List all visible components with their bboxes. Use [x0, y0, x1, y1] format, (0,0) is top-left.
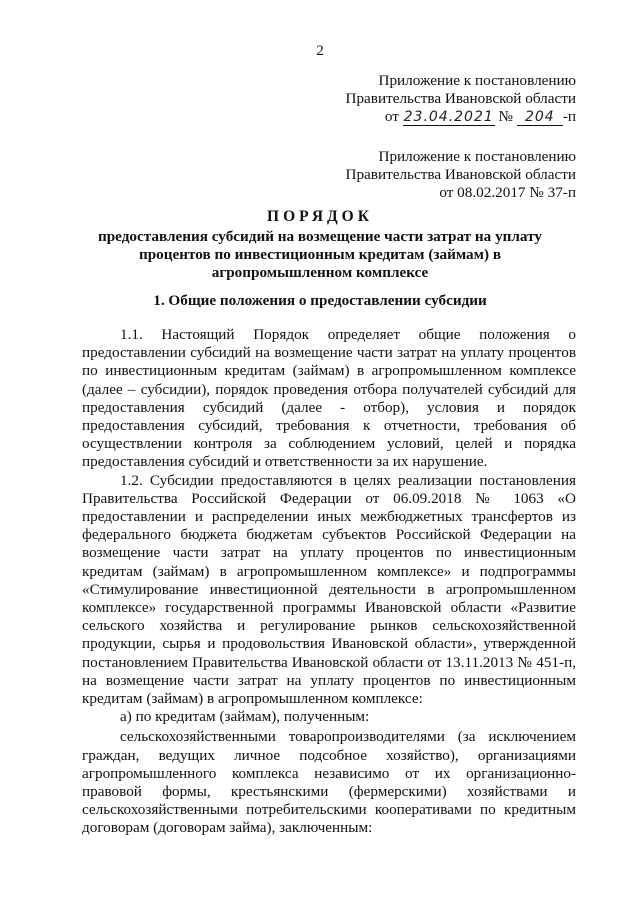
section-heading: 1. Общие положения о предоставлении субсидии — [153, 292, 487, 309]
attachment-block-original — [346, 148, 577, 203]
number-suffix: -п — [562, 108, 576, 126]
document-subtitle: предоставления субсидий на возмещение части затрат на уплату процентов по инвестиционным кредитам (займам) в агропромышленном комплексе — [97, 228, 542, 282]
paragraph-1-1: 1.1. Настоящий Порядок определяет общие положения о предоставлении субсидий на возмещение части затрат на уплату процентов по инвестиционным кредитам (займам) в агропромышленном комплексе (далее – субсидии), порядок проведения отбора получателей субсидий для предоставления субсидий (далее - отбор), условия и порядок предоставления субсидий, требования к отчетности, требования об осуществлении контроля за соблюдением условий, целей и порядка предоставления субсидий и ответственности за их нарушение. — [82, 326, 576, 471]
attachment-line-1: Приложение к постановлению — [378, 72, 576, 89]
page-number: 2 — [316, 42, 324, 59]
paragraph-recipients: сельскохозяйственными товаропроизводителями (за исключением граждан, ведущих личное подсобное хозяйство), организациями агропромышленного комплекса независимо от их организационно-правовой формы, крестьянскими (фермерскими) хозяйствами и сельскохозяйственными потребительскими кооперативами по кредитным договорам (договорам займа), заключенным: — [82, 728, 576, 837]
paragraph-1-2: 1.2. Субсидии предоставляются в целях реализации постановления Правительства Российской Федерации от 06.09.2018 № 1063 «О предоставлении и распределении иных межбюджетных трансфертов из федерального бюджета бюджетам субъектов Российской Федерации на возмещение части затрат на уплату процентов по инвестиционным кредитам (займам) в агропромышленном комплексе» и подпрограммы «Стимулирование инвестиционной деятельности в агропромышленном комплексе» государственной программы Ивановской области «Развитие сельского хозяйства и регулирование рынков сельскохозяйственной продукции, сырья и продовольствия Ивановской области», утвержденной постановлением Правительства Ивановской области от 13.11.2013 № 451-п, на возмещение части затрат на уплату процентов по инвестиционным кредитам (займам) в агропромышленном комплексе: — [82, 471, 576, 708]
document-body — [82, 326, 576, 838]
document-title: ПОРЯДОК — [267, 208, 373, 225]
from-prefix: от — [384, 108, 399, 126]
handwritten-date: 23.04.2021 — [403, 109, 494, 126]
paragraph-item-a: а) по кредитам (займам), полученным: — [120, 708, 370, 726]
attachment-date-line — [346, 108, 577, 126]
original-attachment-line-1: Приложение к постановлению — [378, 148, 576, 165]
number-sign: № — [498, 108, 514, 126]
original-attachment-line-2: Правительства Ивановской области — [345, 166, 576, 184]
handwritten-number: 204 — [517, 109, 563, 126]
attachment-line-2: Правительства Ивановской области — [345, 90, 576, 108]
original-attachment-line-3: от 08.02.2017 № 37-п — [439, 184, 576, 202]
attachment-block-current — [346, 72, 577, 127]
